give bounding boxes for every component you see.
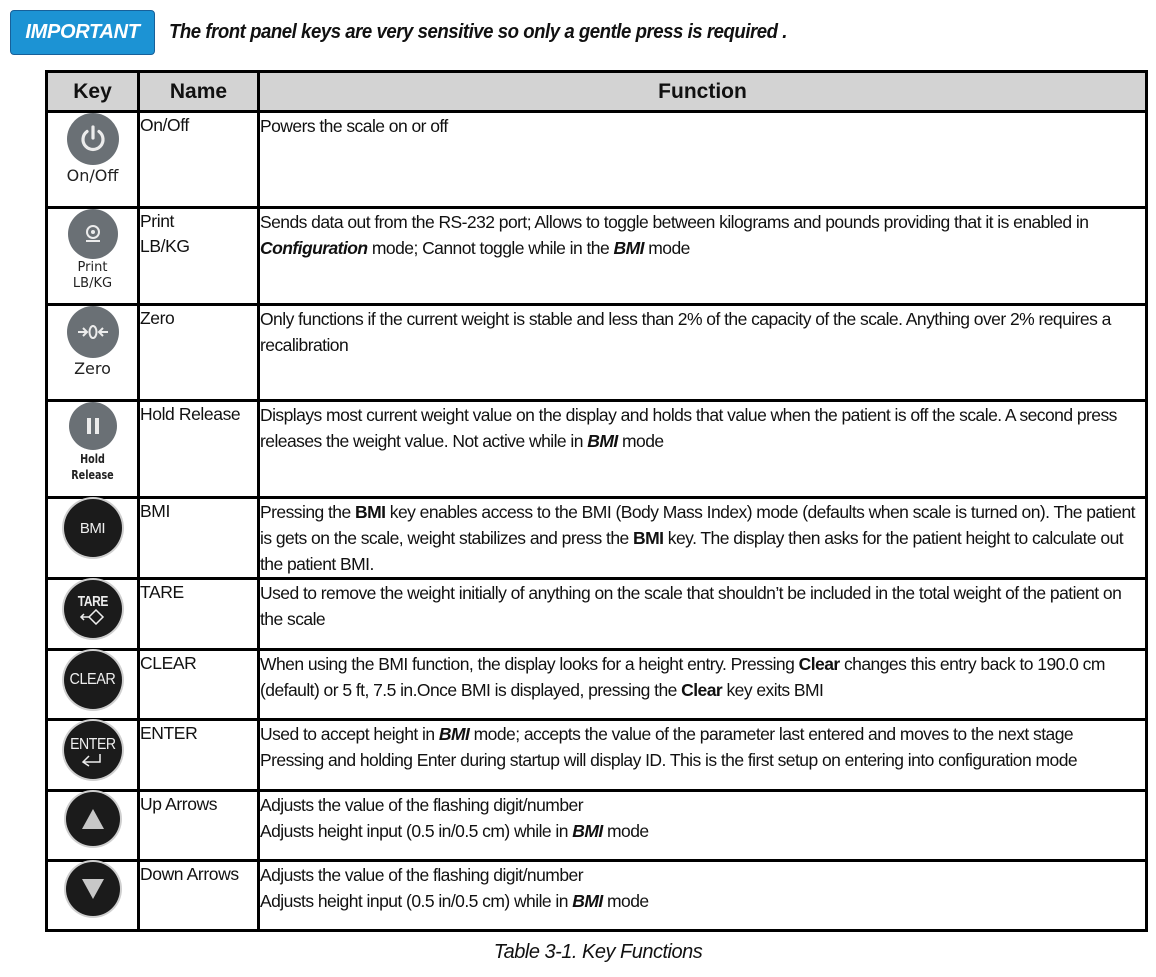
key-functions-table <box>45 70 1148 932</box>
function-text: Adjusts the value of the flashing digit/number <box>260 865 583 885</box>
hold-icon <box>69 402 117 450</box>
emphasis-text: BMI <box>633 528 664 548</box>
name-cell <box>139 650 259 720</box>
header-key: Key <box>47 72 139 112</box>
key-label: Hold <box>80 452 105 466</box>
function-line <box>260 306 1145 358</box>
function-cell <box>259 720 1147 791</box>
function-text: mode; accepts the value of the parameter last entered and moves to the next stage <box>469 724 1074 744</box>
table-row <box>47 401 1147 498</box>
function-text: mode <box>643 238 690 258</box>
function-text: mode <box>602 821 649 841</box>
key-label: Release <box>71 468 114 482</box>
emphasis-text: BMI <box>355 502 386 522</box>
function-line <box>260 402 1145 454</box>
key-name: Zero <box>140 308 175 328</box>
key-name: LB/KG <box>140 236 190 256</box>
key-label: LB/KG <box>72 276 113 291</box>
key-name: BMI <box>140 501 170 521</box>
notice-text: The front panel keys are very sensitive so only a gentle press is required . <box>169 21 787 43</box>
key-cell <box>47 579 139 650</box>
emphasis-text: Clear <box>798 654 840 674</box>
key-name: TARE <box>140 582 184 602</box>
function-line <box>260 499 1145 577</box>
name-cell <box>139 791 259 861</box>
function-line <box>260 209 1145 261</box>
key-label: Zero <box>74 359 111 378</box>
name-cell <box>139 498 259 579</box>
key-name: Print <box>140 211 174 231</box>
function-line <box>260 888 1145 914</box>
key-label: Print <box>77 260 108 275</box>
key-cell <box>47 720 139 791</box>
clear-key-icon <box>64 651 122 709</box>
emphasis-text: BMI <box>587 431 618 451</box>
key-name: ENTER <box>140 723 198 743</box>
emphasis-text: BMI <box>438 724 470 744</box>
emphasis-text: BMI <box>572 821 603 841</box>
function-line <box>260 862 1145 888</box>
function-line <box>260 721 1145 747</box>
table-row <box>47 579 1147 650</box>
function-text: Used to remove the weight initially of anything on the scale that shouldn’t be included in the total weight of the patient on the scale <box>260 583 1122 629</box>
tare-key-text: TARE <box>77 592 108 610</box>
table-row <box>47 720 1147 791</box>
enter-key-icon <box>64 721 122 779</box>
function-text: Displays most current weight value on the display and holds that value when the patient is off the scale. A second press releases the weight value. Not active while in <box>260 405 1117 451</box>
function-text: mode; Cannot toggle while in the <box>367 238 614 258</box>
function-line <box>260 580 1145 632</box>
key-name: On/Off <box>140 115 189 135</box>
bmi-key-icon <box>64 499 122 557</box>
header-function: Function <box>259 72 1147 112</box>
name-cell <box>139 305 259 401</box>
function-text: key exits BMI <box>722 680 824 700</box>
emphasis-text: BMI <box>613 238 644 258</box>
enter-key-text: ENTER <box>69 736 116 753</box>
tare-key-icon <box>64 580 122 638</box>
bmi-key-text: BMI <box>79 519 106 537</box>
table-caption: Table 3-1. Key Functions <box>493 941 703 963</box>
table-row <box>47 498 1147 579</box>
print-icon <box>68 209 118 259</box>
power-icon <box>67 113 119 165</box>
key-cell <box>47 498 139 579</box>
name-cell <box>139 579 259 650</box>
important-notice <box>10 10 834 55</box>
function-text: key. The display then asks for the patient height to calculate out the patient BMI. <box>260 528 1124 574</box>
key-cell <box>47 401 139 498</box>
function-text: Pressing and holding Enter during startup will display ID. This is the first setup on entering into configuration mode <box>260 750 1078 770</box>
key-cell <box>47 112 139 208</box>
function-cell <box>259 579 1147 650</box>
function-line <box>260 818 1145 844</box>
function-cell <box>259 861 1147 931</box>
function-text: changes this entry back to 190.0 cm (default) or 5 ft, 7.5 in.Once BMI is displayed, pressing the <box>260 654 1105 700</box>
function-line <box>260 113 1145 139</box>
name-cell <box>139 861 259 931</box>
table-row <box>47 112 1147 208</box>
function-cell <box>259 305 1147 401</box>
function-text: mode <box>602 891 649 911</box>
table-header-row <box>47 72 1147 112</box>
function-line <box>260 747 1145 773</box>
key-label: On/Off <box>66 166 119 185</box>
table-row <box>47 305 1147 401</box>
key-name: CLEAR <box>140 653 197 673</box>
key-cell <box>47 208 139 305</box>
key-cell <box>47 305 139 401</box>
name-cell <box>139 401 259 498</box>
key-cell <box>47 861 139 931</box>
table-row <box>47 791 1147 861</box>
table-row <box>47 861 1147 931</box>
function-text: Only functions if the current weight is stable and less than 2% of the capacity of the scale. Anything over 2% requires a recalibration <box>260 309 1111 355</box>
function-text: Pressing the <box>260 502 355 522</box>
name-cell <box>139 208 259 305</box>
function-text: key enables access to the BMI (Body Mass Index) mode (defaults when scale is turned on). The patient is gets on the scale, weight stabilizes and press the <box>260 502 1135 548</box>
function-cell <box>259 650 1147 720</box>
function-cell <box>259 791 1147 861</box>
table-row <box>47 208 1147 305</box>
function-text: Adjusts the value of the flashing digit/number <box>260 795 583 815</box>
key-name: Up Arrows <box>140 794 218 814</box>
emphasis-text: Configuration <box>260 238 368 258</box>
key-name: Down Arrows <box>140 864 239 884</box>
function-text: Powers the scale on or off <box>260 116 448 136</box>
function-text: When using the BMI function, the display looks for a height entry. Pressing <box>260 654 799 674</box>
function-text: Used to accept height in <box>260 724 439 744</box>
down-arrow-icon <box>66 862 120 916</box>
function-cell <box>259 208 1147 305</box>
key-cell <box>47 791 139 861</box>
function-cell <box>259 498 1147 579</box>
function-cell <box>259 112 1147 208</box>
function-text: Adjusts height input (0.5 in/0.5 cm) while in <box>260 821 573 841</box>
function-text: Adjusts height input (0.5 in/0.5 cm) while in <box>260 891 573 911</box>
clear-key-text: CLEAR <box>69 671 116 688</box>
function-line <box>260 651 1145 703</box>
key-name: Hold Release <box>140 404 241 424</box>
function-text: Sends data out from the RS-232 port; Allows to toggle between kilograms and pounds providing that it is enabled in <box>260 212 1089 232</box>
name-cell <box>139 720 259 791</box>
function-line <box>260 792 1145 818</box>
key-cell <box>47 650 139 720</box>
name-cell <box>139 112 259 208</box>
zero-icon <box>67 306 119 358</box>
important-badge: IMPORTANT <box>10 10 155 55</box>
up-arrow-icon <box>66 792 120 846</box>
function-cell <box>259 401 1147 498</box>
function-text: mode <box>617 431 664 451</box>
header-name: Name <box>139 72 259 112</box>
emphasis-text: Clear <box>681 680 723 700</box>
table-row <box>47 650 1147 720</box>
emphasis-text: BMI <box>572 891 603 911</box>
